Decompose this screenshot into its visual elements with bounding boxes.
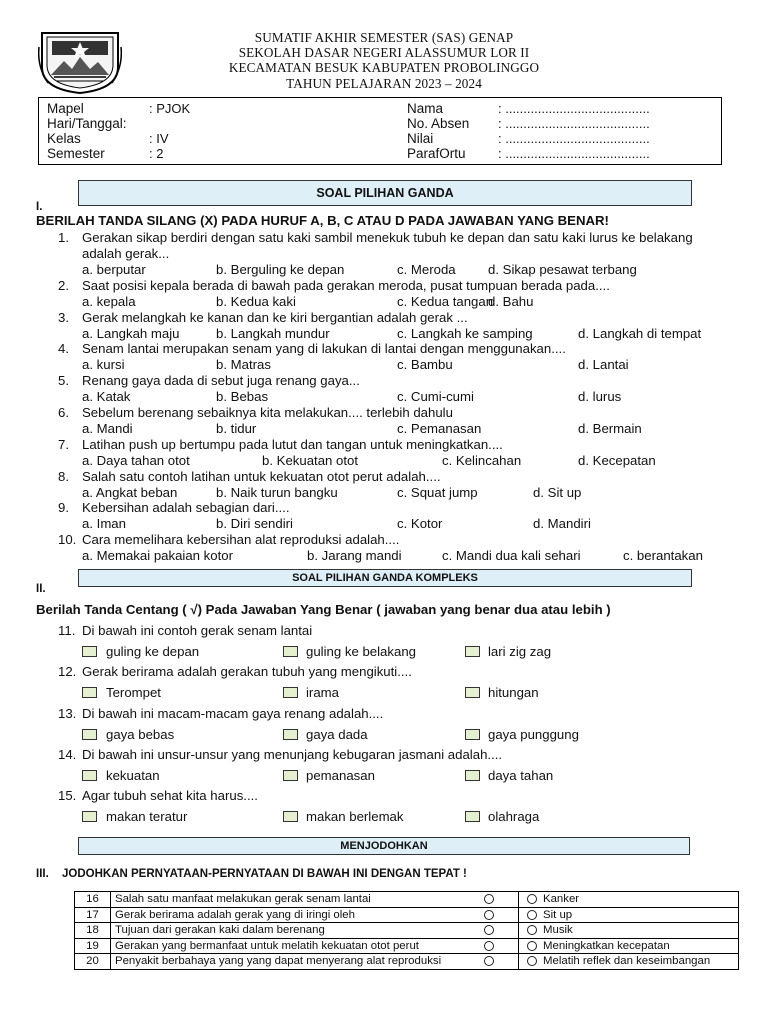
matching-answer-cell (519, 954, 739, 970)
answer-checkbox[interactable] (283, 770, 298, 781)
question-number: 13. (58, 705, 77, 721)
statement-connector-dot[interactable] (484, 925, 494, 935)
answer-checkbox[interactable] (465, 770, 480, 781)
option-d[interactable]: d. Bahu (488, 293, 534, 309)
school-district-emblem (38, 27, 122, 95)
matching-row (75, 938, 739, 954)
matching-number: 19 (75, 938, 111, 954)
question-text: Renang gaya dada di sebut juga renang gaya... (82, 373, 360, 389)
option-d[interactable]: d. Kecepatan (578, 452, 656, 468)
question-number: 3. (58, 309, 69, 325)
absen-label: No. Absen (407, 116, 470, 131)
option-a[interactable]: a. Daya tahan otot (82, 452, 190, 468)
option-a[interactable]: a. Katak (82, 389, 131, 405)
question-text: Latihan push up bertumpu pada lutut dan tangan untuk meningkatkan.... (82, 436, 503, 452)
matching-answer-cell (519, 923, 739, 939)
question-number: 9. (58, 500, 69, 516)
question-number: 1. (58, 230, 69, 245)
question-1 (58, 230, 728, 246)
answer-connector-dot[interactable] (527, 956, 537, 966)
question-number: 2. (58, 277, 69, 293)
header-line-school: SEKOLAH DASAR NEGERI ALASSUMUR LOR II (238, 45, 530, 61)
option-b[interactable]: b. Kedua kaki (216, 293, 296, 309)
option-a[interactable]: a. Langkah maju (82, 325, 180, 341)
question-text: Gerak berirama adalah gerakan tubuh yang mengikuti.... (82, 664, 412, 680)
matching-answer: Meningkatkan kecepatan (543, 939, 670, 952)
matching-answer-cell (519, 892, 739, 908)
option-b[interactable]: b. Jarang mandi (307, 548, 402, 564)
question-10 (58, 532, 728, 548)
answer-checkbox[interactable] (82, 770, 97, 781)
option-b[interactable]: b. Diri sendiri (216, 516, 293, 532)
question-2 (58, 278, 728, 294)
checkbox-option-label: pemanasan (306, 767, 375, 783)
option-a[interactable]: a. Memakai pakaian kotor (82, 548, 233, 564)
question-13 (58, 706, 728, 722)
matching-statement-cell (111, 923, 519, 939)
matching-row (75, 954, 739, 970)
nilai-field[interactable]: : ........................................ (498, 131, 650, 146)
option-b[interactable]: b. Matras (216, 357, 271, 373)
answer-connector-dot[interactable] (527, 894, 537, 904)
option-d[interactable]: d. Sit up (533, 484, 582, 500)
exam-header (160, 30, 608, 91)
question-number: 10. (58, 532, 77, 548)
answer-checkbox[interactable] (465, 687, 480, 698)
answer-connector-dot[interactable] (527, 941, 537, 951)
question-number: 11. (58, 623, 76, 638)
matching-answer: Sit up (543, 908, 573, 921)
question-text: Senam lantai merupakan senam yang di lakukan di lantai dengan menggunakan.... (82, 341, 566, 357)
checkbox-option-label: hitungan (488, 685, 539, 701)
option-a[interactable]: a. Angkat beban (82, 484, 178, 500)
matching-number: 18 (75, 923, 111, 939)
matching-answer: Kanker (543, 893, 580, 906)
checkbox-option-label: irama (306, 685, 339, 701)
option-d[interactable]: d. lurus (578, 389, 622, 405)
question-number: 8. (58, 468, 69, 484)
question-number: 4. (58, 341, 69, 357)
section-number-2: II. (36, 583, 46, 595)
question-text-continued: adalah gerak... (82, 246, 170, 261)
option-d[interactable]: d. Bermain (578, 421, 642, 436)
option-b[interactable]: b. Bebas (216, 389, 269, 405)
mapel-value: : PJOK (149, 101, 191, 116)
option-a[interactable]: a. Mandi (82, 421, 133, 436)
answer-checkbox[interactable] (82, 646, 97, 657)
option-d[interactable]: d. Mandiri (533, 516, 591, 532)
matching-row (75, 907, 739, 923)
question-14 (58, 747, 728, 763)
semester-value: : 2 (149, 146, 164, 161)
header-line-exam: SUMATIF AKHIR SEMESTER (SAS) GENAP (254, 30, 514, 45)
question-3 (58, 310, 728, 326)
checkbox-option-label: makan teratur (106, 809, 188, 825)
question-9 (58, 500, 728, 516)
matching-table (74, 891, 739, 970)
header-line-district: KECAMATAN BESUK KABUPATEN PROBOLINGGO (228, 60, 540, 76)
question-text: Sebelum berenang sebaiknya kita melakukan.... terlebih dahulu (82, 405, 453, 420)
section-1-instruction: BERILAH TANDA SILANG (X) PADA HURUF A, B, C ATAU D PADA JAWABAN YANG BENAR! (36, 213, 609, 228)
matching-number: 20 (75, 954, 111, 970)
option-b[interactable]: b. Kekuatan otot (262, 452, 359, 468)
section-number-3: III. (36, 868, 49, 880)
paraf-label: ParafOrtu (407, 146, 466, 161)
option-c[interactable]: c. Mandi dua kali sehari (442, 548, 581, 564)
semester-label: Semester (47, 146, 105, 161)
matching-statement-cell (111, 954, 519, 970)
option-c[interactable]: c. Pemanasan (397, 421, 482, 436)
matching-statement: Tujuan dari gerakan kaki dalam berenang (115, 924, 325, 937)
checkbox-option-label: olahraga (488, 809, 540, 825)
answer-connector-dot[interactable] (527, 925, 537, 935)
matching-statement: Penyakit berbahaya yang yang dapat menyerang alat reproduksi (115, 955, 442, 968)
matching-number: 17 (75, 907, 111, 923)
kelas-label: Kelas (47, 131, 81, 146)
checkbox-option-label: gaya dada (306, 726, 368, 742)
question-7 (58, 437, 728, 453)
question-12 (58, 664, 728, 680)
question-text: Di bawah ini unsur-unsur yang menunjang kebugaran jasmani adalah.... (82, 746, 503, 762)
question-number: 12. (58, 664, 77, 680)
info-mapel (47, 101, 84, 116)
option-c[interactable]: c. Kotor (397, 516, 443, 532)
matching-answer-cell (519, 907, 739, 923)
checkbox-option-label: Terompet (106, 685, 161, 701)
section-title-menjodohkan: MENJODOHKAN (78, 837, 690, 855)
option-c[interactable]: c. Kelincahan (442, 452, 522, 468)
answer-connector-dot[interactable] (527, 910, 537, 920)
question-number: 15. (58, 788, 77, 804)
checkbox-option-label: gaya bebas (106, 726, 175, 742)
question-number: 5. (58, 373, 69, 389)
option-c[interactable]: c. Meroda (397, 262, 456, 277)
statement-connector-dot[interactable] (484, 956, 494, 966)
option-c[interactable]: c. Kedua tangan (397, 293, 494, 309)
matching-answer: Musik (543, 924, 573, 937)
question-text: Di bawah ini contoh gerak senam lantai (82, 623, 313, 638)
question-6 (58, 405, 728, 421)
matching-answer-cell (519, 938, 739, 954)
option-d[interactable]: d. Lantai (578, 357, 629, 373)
statement-connector-dot[interactable] (484, 941, 494, 951)
option-b[interactable]: b. Berguling ke depan (216, 262, 345, 277)
answer-checkbox[interactable] (283, 646, 298, 657)
section-title-pilihan-ganda-kompleks: SOAL PILIHAN GANDA KOMPLEKS (78, 569, 692, 587)
nama-field[interactable]: : ........................................ (498, 101, 650, 116)
matching-statement-cell (111, 907, 519, 923)
question-text: Saat posisi kepala berada di bawah pada gerakan meroda, pusat tumpuan berada pada.... (82, 277, 610, 293)
answer-checkbox[interactable] (283, 811, 298, 822)
statement-connector-dot[interactable] (484, 910, 494, 920)
option-a[interactable]: a. Iman (82, 516, 126, 532)
checkbox-option-label: gaya punggung (488, 726, 579, 742)
checkbox-option-label: guling ke belakang (306, 644, 416, 659)
option-c[interactable]: c. Langkah ke samping (397, 325, 533, 341)
paraf-field[interactable]: : ........................................ (498, 146, 650, 161)
nilai-label: Nilai (407, 131, 434, 146)
question-number: 6. (58, 405, 69, 420)
option-b[interactable]: b. Naik turun bangku (216, 484, 338, 500)
answer-checkbox[interactable] (82, 811, 97, 822)
checkbox-option-label: kekuatan (106, 767, 160, 783)
answer-checkbox[interactable] (465, 646, 480, 657)
option-a[interactable]: a. kepala (82, 293, 136, 309)
option-c[interactable]: c. Cumi-cumi (397, 389, 474, 405)
question-15 (58, 788, 728, 804)
matching-statement: Gerak berirama adalah gerak yang di iringi oleh (115, 908, 355, 921)
hari-label: Hari/Tanggal: (47, 116, 127, 131)
matching-statement: Gerakan yang bermanfaat untuk melatih kekuatan otot perut (115, 939, 419, 952)
answer-checkbox[interactable] (283, 729, 298, 740)
nama-label: Nama (407, 101, 444, 116)
absen-field[interactable]: : ........................................ (498, 116, 650, 131)
option-c[interactable]: c. Squat jump (397, 484, 478, 500)
section-number-1: I. (36, 201, 43, 213)
option-d[interactable]: d. Sikap pesawat terbang (488, 262, 637, 277)
section-2-instruction: Berilah Tanda Centang ( √) Pada Jawaban Yang Benar ( jawaban yang benar dua atau lebih ) (36, 602, 611, 617)
question-number: 7. (58, 436, 69, 452)
option-d[interactable]: c. berantakan (623, 548, 703, 564)
question-5 (58, 373, 728, 389)
section-3-instruction-text: JODOHKAN PERNYATAAN-PERNYATAAN DI BAWAH INI DENGAN TEPAT ! (62, 868, 467, 880)
statement-connector-dot[interactable] (484, 894, 494, 904)
answer-checkbox[interactable] (82, 729, 97, 740)
matching-statement-cell (111, 938, 519, 954)
checkbox-option-label: daya tahan (488, 767, 554, 783)
student-info-box (38, 97, 722, 165)
section-title-pilihan-ganda: SOAL PILIHAN GANDA (78, 180, 692, 206)
question-text: Salah satu contoh latihan untuk kekuatan otot perut adalah.... (82, 468, 441, 484)
checkbox-option-label: makan berlemak (306, 809, 404, 825)
question-8 (58, 469, 728, 485)
question-number: 14. (58, 746, 77, 762)
matching-statement: Salah satu manfaat melakukan gerak senam lantai (115, 893, 371, 906)
option-a[interactable]: a. kursi (82, 357, 125, 373)
question-11 (58, 623, 728, 639)
checkbox-option-label: guling ke depan (106, 644, 200, 659)
kelas-value: : IV (149, 131, 169, 146)
question-text: Kebersihan adalah sebagian dari.... (82, 500, 290, 516)
answer-checkbox[interactable] (283, 687, 298, 698)
matching-row (75, 923, 739, 939)
header-line-year: TAHUN PELAJARAN 2023 – 2024 (286, 75, 482, 91)
question-text: Gerak melangkah ke kanan dan ke kiri bergantian adalah gerak ... (82, 309, 468, 325)
question-text: Cara memelihara kebersihan alat reproduksi adalah.... (82, 532, 400, 548)
matching-statement-cell (111, 892, 519, 908)
question-text: Gerakan sikap berdiri dengan satu kaki sambil menekuk tubuh ke depan dan satu kaki lurus ke belakang (82, 230, 693, 245)
question-text: Agar tubuh sehat kita harus.... (82, 788, 258, 804)
option-c[interactable]: c. Bambu (397, 357, 453, 373)
answer-checkbox[interactable] (465, 729, 480, 740)
answer-checkbox[interactable] (82, 687, 97, 698)
option-b[interactable]: b. Langkah mundur (216, 325, 330, 341)
matching-row (75, 892, 739, 908)
matching-answer: Melatih reflek dan keseimbangan (543, 955, 711, 968)
option-b[interactable]: b. tidur (216, 421, 257, 436)
section-3-instruction (36, 868, 467, 880)
question-text: Di bawah ini macam-macam gaya renang adalah.... (82, 705, 384, 721)
checkbox-option-label: lari zig zag (488, 644, 552, 659)
matching-number: 16 (75, 892, 111, 908)
option-a[interactable]: a. berputar (82, 262, 146, 277)
answer-checkbox[interactable] (465, 811, 480, 822)
option-d[interactable]: d. Langkah di tempat (578, 325, 702, 341)
question-4 (58, 341, 728, 357)
mapel-label: Mapel (47, 101, 84, 116)
